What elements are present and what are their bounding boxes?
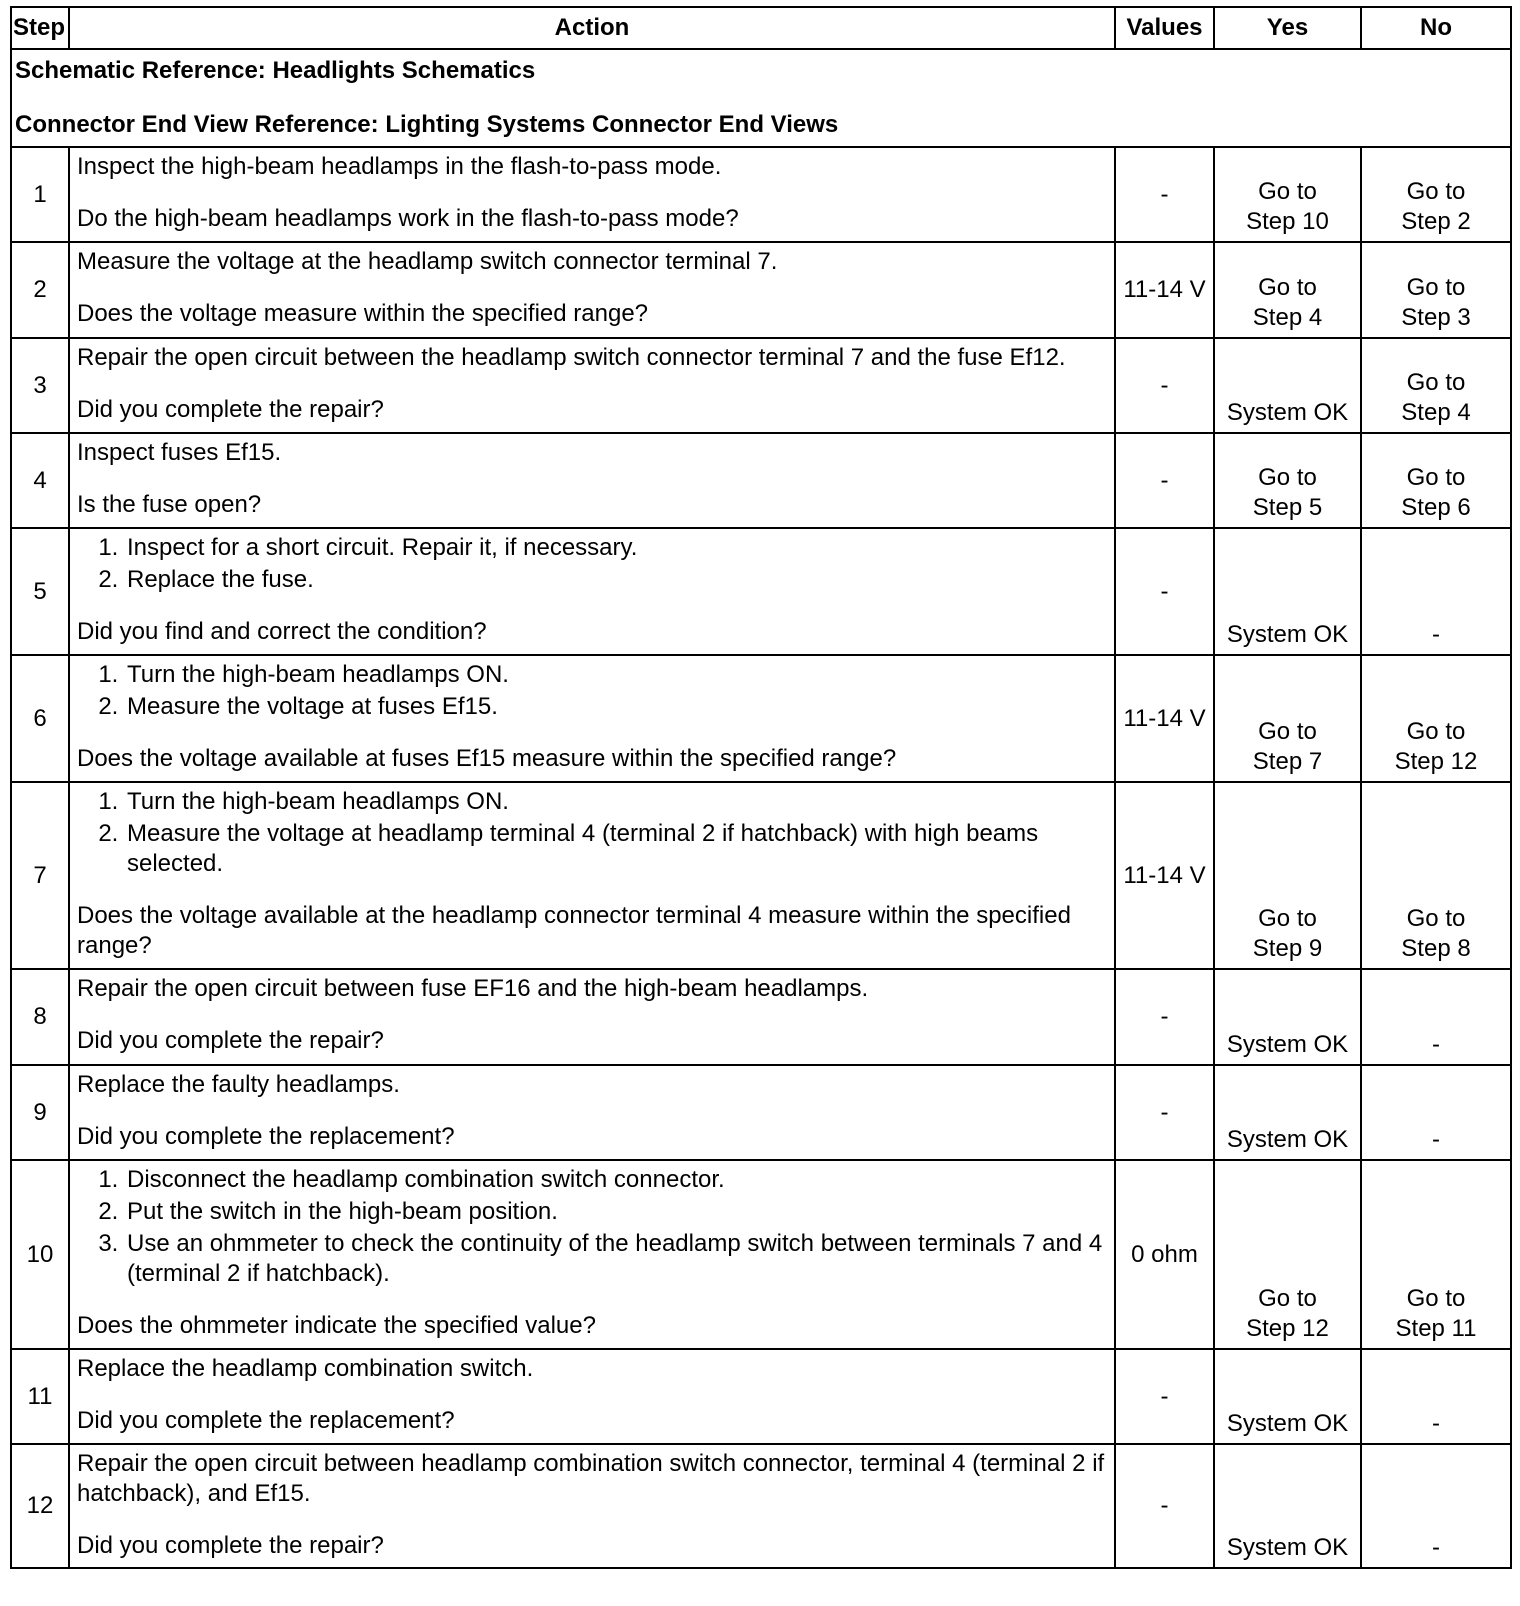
step-value: - [1115, 528, 1214, 655]
action-instruction: Repair the open circuit between fuse EF16 and the high-beam headlamps. [77, 975, 869, 1002]
no-result-line: - [1432, 621, 1440, 648]
no-result-line: Go to [1406, 464, 1466, 491]
yes-result-line: Step 5 [1252, 494, 1323, 521]
step-action [69, 1349, 1115, 1444]
step-no-result [1361, 338, 1511, 433]
no-result-line: Step 3 [1401, 304, 1471, 331]
no-result-line: Go to [1406, 905, 1466, 932]
step-number: 8 [11, 969, 69, 1065]
yes-result-line: System OK [1226, 1126, 1349, 1153]
step-yes-result [1214, 1444, 1361, 1568]
yes-result-line: System OK [1226, 621, 1349, 648]
step-yes-result [1214, 1065, 1361, 1160]
yes-result-line: Go to [1258, 905, 1317, 932]
reference-cell [11, 49, 1511, 147]
step-action [69, 655, 1115, 782]
action-question: Does the voltage available at the headlamp connector terminal 4 measure within the specified range? [77, 902, 1071, 959]
header-values: Values [1115, 7, 1214, 49]
step-value: - [1115, 338, 1214, 433]
action-substep: 1. Disconnect the headlamp combination switch connector. [125, 1165, 1108, 1195]
no-result-line: - [1432, 1534, 1440, 1561]
step-no-result [1361, 1065, 1511, 1160]
header-yes: Yes [1214, 7, 1361, 49]
header-action: Action [69, 7, 1115, 49]
action-substeps [77, 1165, 1108, 1289]
yes-result-line: Step 10 [1246, 208, 1329, 235]
step-no-result [1361, 1349, 1511, 1444]
step-no-result [1361, 528, 1511, 655]
step-action [69, 528, 1115, 655]
step-value: - [1115, 969, 1214, 1065]
step-number: 9 [11, 1065, 69, 1160]
action-instruction: Replace the faulty headlamps. [77, 1071, 400, 1098]
step-number: 4 [11, 433, 69, 528]
step-action [69, 242, 1115, 338]
step-action [69, 969, 1115, 1065]
yes-result-line: Go to [1258, 718, 1317, 745]
step-row [11, 1160, 1511, 1349]
yes-result-line: Step 4 [1252, 304, 1323, 331]
step-action [69, 147, 1115, 242]
action-question: Do the high-beam headlamps work in the flash-to-pass mode? [77, 205, 739, 232]
step-row [11, 433, 1511, 528]
no-result-line: Go to [1406, 178, 1466, 205]
step-value: - [1115, 1349, 1214, 1444]
step-value: - [1115, 147, 1214, 242]
step-row [11, 147, 1511, 242]
step-value: - [1115, 1444, 1214, 1568]
step-row [11, 528, 1511, 655]
step-row [11, 782, 1511, 969]
step-no-result [1361, 433, 1511, 528]
action-question: Did you complete the repair? [77, 396, 384, 423]
no-result-line: Go to [1406, 718, 1466, 745]
no-result-line: - [1432, 1410, 1440, 1437]
schematic-reference: Schematic Reference: Headlights Schematics [15, 57, 536, 84]
step-number: 11 [11, 1349, 69, 1444]
action-instruction: Inspect fuses Ef15. [77, 439, 282, 466]
step-row [11, 1349, 1511, 1444]
step-value: 11-14 V [1115, 782, 1214, 969]
action-substep: 1. Turn the high-beam headlamps ON. [125, 787, 1108, 817]
step-yes-result [1214, 782, 1361, 969]
step-yes-result [1214, 969, 1361, 1065]
step-no-result [1361, 147, 1511, 242]
action-substeps [77, 660, 1108, 722]
yes-result-line: Step 9 [1252, 935, 1323, 962]
action-instruction: Repair the open circuit between the headlamp switch connector terminal 7 and the fuse Ef12. [77, 344, 1066, 371]
yes-result-line: Step 12 [1246, 1315, 1329, 1342]
action-instruction: Inspect the high-beam headlamps in the flash-to-pass mode. [77, 153, 722, 180]
action-question: Did you find and correct the condition? [77, 618, 487, 645]
step-value: - [1115, 1065, 1214, 1160]
step-yes-result [1214, 528, 1361, 655]
action-question: Is the fuse open? [77, 491, 262, 518]
step-yes-result [1214, 147, 1361, 242]
yes-result-line: Step 7 [1252, 748, 1323, 775]
step-no-result [1361, 969, 1511, 1065]
no-result-line: Step 12 [1394, 748, 1478, 775]
no-result-line: Go to [1406, 274, 1466, 301]
step-row [11, 1065, 1511, 1160]
step-no-result [1361, 655, 1511, 782]
yes-result-line: Go to [1258, 1285, 1317, 1312]
yes-result-line: System OK [1226, 1410, 1349, 1437]
step-row [11, 338, 1511, 433]
step-row [11, 969, 1511, 1065]
no-result-line: Step 11 [1395, 1315, 1477, 1342]
step-number: 1 [11, 147, 69, 242]
step-number: 2 [11, 242, 69, 338]
step-value: 11-14 V [1115, 242, 1214, 338]
action-question: Did you complete the repair? [77, 1027, 384, 1054]
action-substeps [77, 787, 1108, 879]
action-instruction: Measure the voltage at the headlamp switch connector terminal 7. [77, 248, 778, 275]
header-step: Step [11, 7, 69, 49]
action-substep: 2. Measure the voltage at fuses Ef15. [125, 692, 1108, 722]
header-no: No [1361, 7, 1511, 49]
action-substep: 1. Inspect for a short circuit. Repair it, if necessary. [125, 533, 1108, 563]
action-instruction: Replace the headlamp combination switch. [77, 1355, 534, 1382]
no-result-line: Go to [1406, 369, 1466, 396]
step-number: 5 [11, 528, 69, 655]
step-yes-result [1214, 1349, 1361, 1444]
step-row [11, 655, 1511, 782]
action-substep: 2. Measure the voltage at headlamp terminal 4 (terminal 2 if hatchback) with high beams selected. [125, 819, 1108, 879]
action-question: Does the voltage measure within the specified range? [77, 300, 649, 327]
step-no-result [1361, 242, 1511, 338]
step-number: 6 [11, 655, 69, 782]
action-question: Did you complete the replacement? [77, 1407, 455, 1434]
step-value: - [1115, 433, 1214, 528]
yes-result-line: System OK [1226, 399, 1349, 426]
yes-result-line: System OK [1226, 1534, 1349, 1561]
step-action [69, 1444, 1115, 1568]
step-action [69, 1160, 1115, 1349]
step-value: 11-14 V [1115, 655, 1214, 782]
step-yes-result [1214, 655, 1361, 782]
action-question: Does the ohmmeter indicate the specified value? [77, 1312, 596, 1339]
step-number: 7 [11, 782, 69, 969]
step-action [69, 782, 1115, 969]
step-value: 0 ohm [1115, 1160, 1214, 1349]
step-no-result [1361, 782, 1511, 969]
action-substep: 2. Put the switch in the high-beam position. [125, 1197, 1108, 1227]
no-result-line: Step 2 [1401, 208, 1471, 235]
step-action [69, 1065, 1115, 1160]
yes-result-line: Go to [1258, 178, 1317, 205]
step-yes-result [1214, 433, 1361, 528]
action-instruction: Repair the open circuit between headlamp combination switch connector, terminal 4 (terminal 2 if hatchback), and Ef15. [77, 1450, 1105, 1507]
step-action [69, 433, 1115, 528]
yes-result-line: Go to [1258, 274, 1317, 301]
reference-row [11, 49, 1511, 147]
no-result-line: Go to [1406, 1285, 1466, 1312]
header-row [11, 7, 1511, 49]
step-number: 3 [11, 338, 69, 433]
step-yes-result [1214, 1160, 1361, 1349]
step-row [11, 1444, 1511, 1568]
no-result-line: Step 6 [1401, 494, 1471, 521]
step-number: 10 [11, 1160, 69, 1349]
connector-reference: Connector End View Reference: Lighting Systems Connector End Views [15, 111, 839, 138]
step-action [69, 338, 1115, 433]
step-number: 12 [11, 1444, 69, 1568]
action-substep: 3. Use an ohmmeter to check the continuity of the headlamp switch between terminals 7 and 4 (terminal 2 if hatchback). [125, 1229, 1108, 1289]
action-substeps [77, 533, 1108, 595]
step-no-result [1361, 1444, 1511, 1568]
yes-result-line: Go to [1258, 464, 1317, 491]
action-substep: 1. Turn the high-beam headlamps ON. [125, 660, 1108, 690]
no-result-line: Step 4 [1401, 399, 1471, 426]
no-result-line: - [1432, 1031, 1440, 1058]
action-question: Does the voltage available at fuses Ef15 measure within the specified range? [77, 745, 897, 772]
step-row [11, 242, 1511, 338]
step-yes-result [1214, 338, 1361, 433]
step-yes-result [1214, 242, 1361, 338]
diagnostic-table [10, 6, 1512, 1569]
no-result-line: - [1432, 1126, 1440, 1153]
yes-result-line: System OK [1226, 1031, 1349, 1058]
action-substep: 2. Replace the fuse. [125, 565, 1108, 595]
action-question: Did you complete the replacement? [77, 1123, 455, 1150]
step-no-result [1361, 1160, 1511, 1349]
no-result-line: Step 8 [1401, 935, 1471, 962]
action-question: Did you complete the repair? [77, 1532, 384, 1559]
